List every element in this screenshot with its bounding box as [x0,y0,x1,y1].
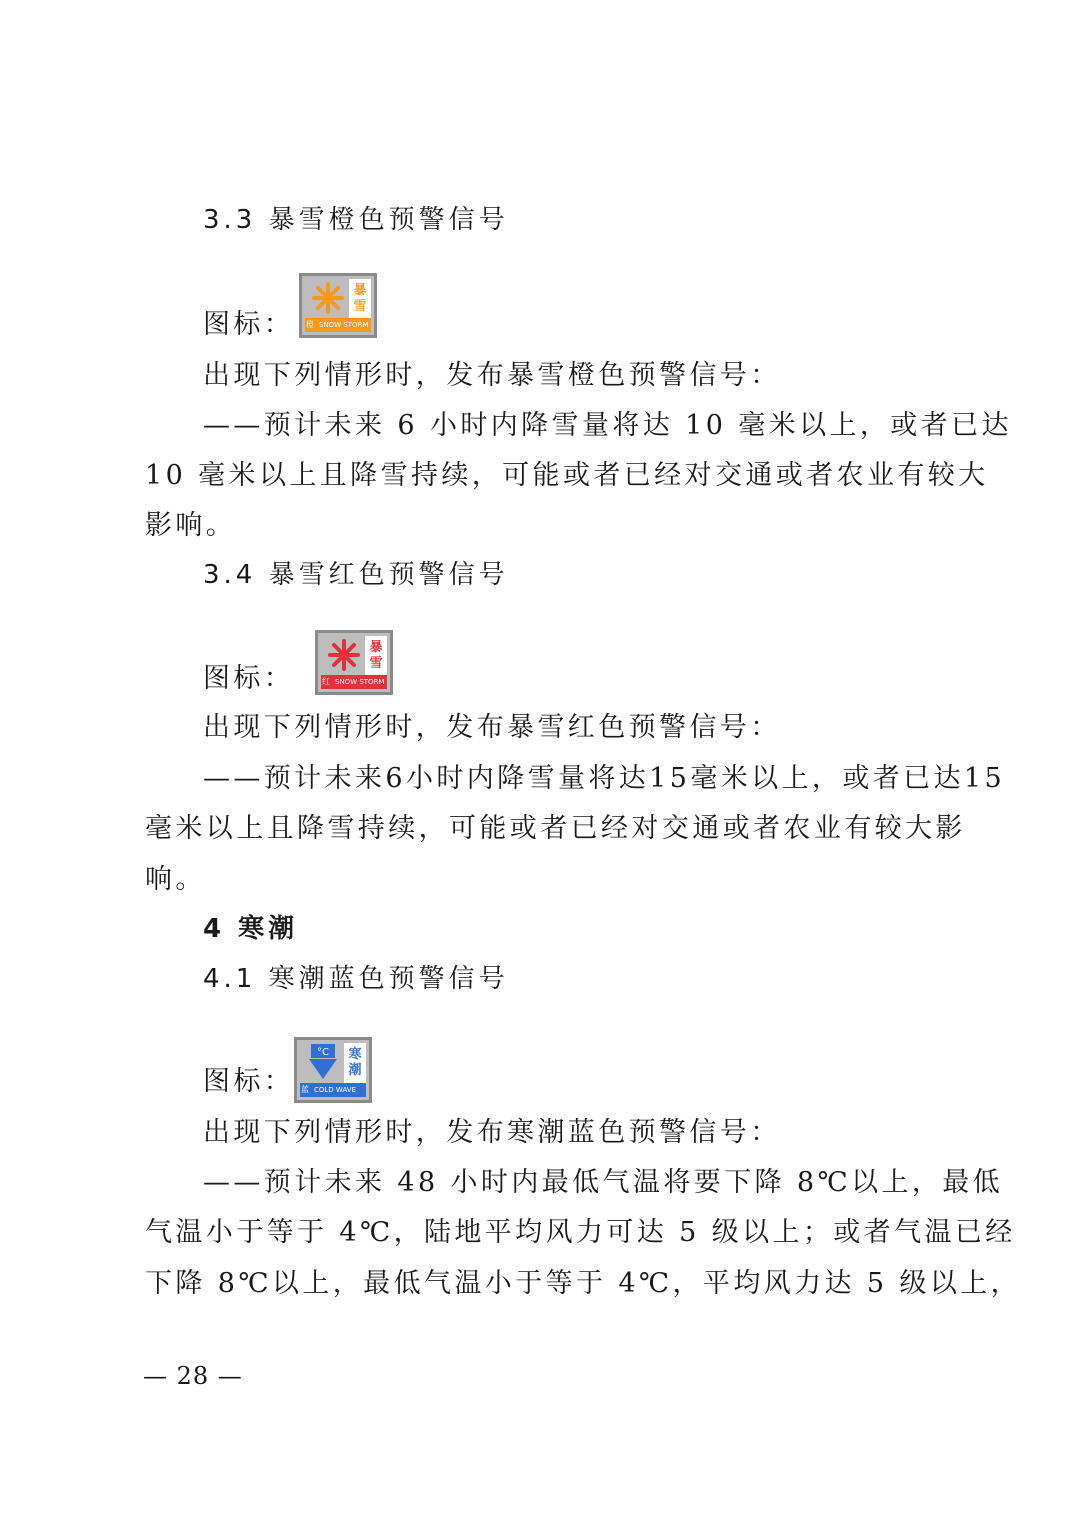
icon-char-top: 寒 [348,1047,362,1062]
section-heading-3-3: 3.3 暴雪橙色预警信号 [203,205,509,235]
snowflake-icon [322,637,366,673]
icon-label: 图标： [203,309,295,340]
section-heading-4: 4 寒潮 [203,914,299,944]
snowstorm-red-icon [315,630,393,695]
icon-char-bottom: 潮 [348,1063,362,1078]
criteria-line: 10 毫米以上且降雪持续，可能或者已经对交通或者农业有较大 [145,460,989,491]
criteria-intro: 出现下列情形时，发布暴雪橙色预警信号： [203,360,781,391]
temperature-drop-icon [301,1044,345,1080]
coldwave-blue-icon [294,1037,372,1103]
icon-char-top: 暴 [369,640,383,655]
snowstorm-orange-icon [299,273,377,338]
snowflake-icon [306,280,350,316]
criteria-line: ——预计未来 6 小时内降雪量将达 10 毫米以上，或者已达 [203,410,1012,441]
icon-label: 图标： [203,1066,295,1097]
criteria-line: 毫米以上且降雪持续，可能或者已经对交通或者农业有较大影 [145,813,966,844]
criteria-intro: 出现下列情形时，发布暴雪红色预警信号： [203,712,781,743]
icon-color-tag: 橙 [306,320,314,329]
icon-char-top: 暴 [353,283,367,298]
icon-footer-text: SNOW STORM [319,321,369,329]
icon-char-bottom: 雪 [369,656,383,671]
criteria-line: 响。 [145,864,206,895]
icon-color-tag: 蓝 [301,1085,309,1094]
criteria-intro: 出现下列情形时，发布寒潮蓝色预警信号： [203,1117,781,1148]
criteria-line: 气温小于等于 4℃，陆地平均风力可达 5 级以上；或者气温已经 [145,1217,1016,1248]
criteria-line: ——预计未来 48 小时内最低气温将要下降 8℃以上，最低 [203,1167,1004,1198]
icon-char-bottom: 雪 [353,299,367,314]
criteria-line: ——预计未来6小时内降雪量将达15毫米以上，或者已达15 [203,763,1006,794]
svg-text:°C: °C [317,1047,329,1058]
section-heading-4-1: 4.1 寒潮蓝色预警信号 [203,964,509,994]
page-number: — 28 — [143,1362,243,1390]
icon-label: 图标： [203,663,295,694]
criteria-line: 影响。 [145,510,237,541]
criteria-line: 下降 8℃以上，最低气温小于等于 4℃，平均风力达 5 级以上， [145,1268,1022,1299]
icon-color-tag: 红 [322,677,330,686]
section-heading-3-4: 3.4 暴雪红色预警信号 [203,560,509,590]
icon-footer-text: COLD WAVE [314,1086,357,1094]
icon-footer-text: SNOW STORM [335,678,385,686]
